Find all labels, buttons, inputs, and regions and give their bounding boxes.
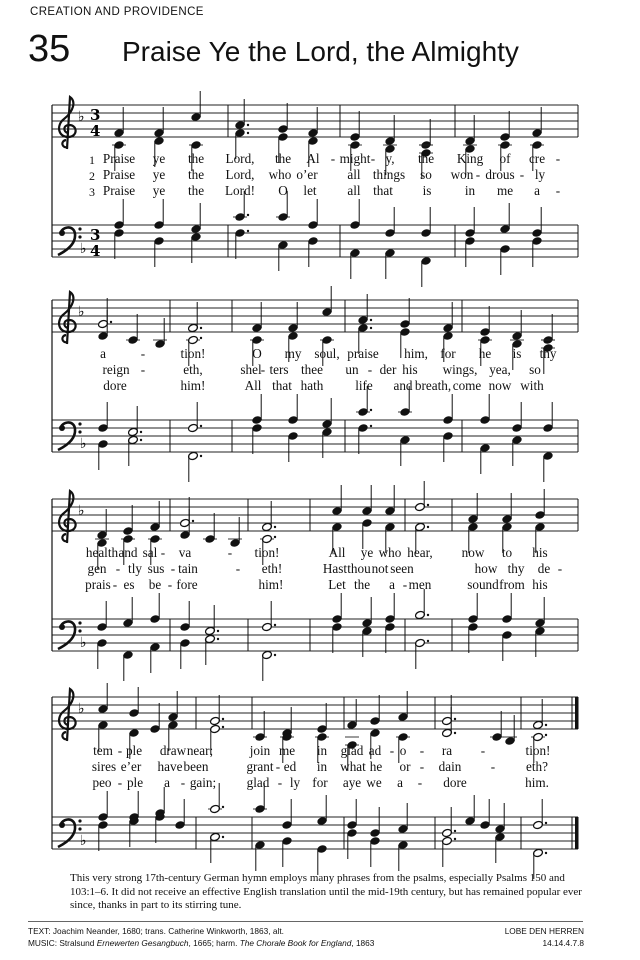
note-chord xyxy=(415,481,430,553)
lyric-syllable: - xyxy=(555,183,561,198)
lyric-syllable: the xyxy=(187,151,205,166)
lyric-syllable: wings, xyxy=(442,362,478,377)
note-chord xyxy=(398,386,412,466)
lyric-syllable: health xyxy=(85,545,119,560)
lyric-syllable: shel xyxy=(240,362,262,377)
lyric-syllable: yea, xyxy=(489,362,511,377)
lyric-syllable: Lord, xyxy=(225,167,255,182)
lyric-syllable: the xyxy=(274,151,292,166)
note-chord xyxy=(370,807,381,867)
lyric-syllable: All xyxy=(244,378,262,393)
note-chord xyxy=(465,795,476,826)
lyric-syllable: reign xyxy=(102,362,130,377)
key-signature-flat: ♭ xyxy=(78,701,85,717)
lyric-syllable: grant xyxy=(246,759,274,774)
lyric-syllable: to xyxy=(501,545,513,560)
lyric-syllable: come xyxy=(452,378,482,393)
note-chord xyxy=(188,402,203,482)
lyric-syllable: ye xyxy=(360,545,374,560)
note-chord xyxy=(500,203,511,275)
lyric-syllable: O xyxy=(278,183,288,198)
lyric-syllable: - xyxy=(235,561,241,576)
note-chord xyxy=(208,783,224,863)
lyric-syllable: Let xyxy=(328,577,346,592)
lyric-syllable: eth! xyxy=(261,561,283,576)
note-chord xyxy=(262,601,277,681)
lyric-syllable: Lord, xyxy=(225,151,255,166)
music-credit xyxy=(28,938,374,949)
key-signature-flat: ♭ xyxy=(80,241,87,257)
lyric-syllable: all xyxy=(347,183,361,198)
lyric-syllable: a xyxy=(397,775,403,790)
lyric-syllable: - xyxy=(490,759,496,774)
lyric-syllable: be xyxy=(148,577,162,592)
lyric-syllable: sound xyxy=(467,577,499,592)
footer-divider xyxy=(28,921,583,922)
lyric-syllable: - xyxy=(117,743,123,758)
key-signature-flat: ♭ xyxy=(78,109,85,125)
lyric-syllable: ye xyxy=(152,167,166,182)
music-credit-mid: , 1665; harm. xyxy=(188,938,240,948)
lyric-syllable: - xyxy=(170,561,176,576)
lyric-syllable: ye xyxy=(152,151,166,166)
bass-staff xyxy=(52,191,578,287)
lyric-syllable: is xyxy=(512,346,522,361)
lyric-syllable: ly xyxy=(289,775,301,790)
lyric-syllable: thou xyxy=(347,561,371,576)
note-chord xyxy=(512,402,523,466)
note-chord xyxy=(98,683,109,751)
lyric-syllable: who xyxy=(378,545,402,560)
lyric-syllable: - xyxy=(475,167,481,182)
lyric-syllable: not xyxy=(371,561,389,576)
lyric-syllable: eth, xyxy=(183,362,203,377)
lyric-syllable: have xyxy=(157,759,183,774)
time-signature-top: 3 xyxy=(90,106,101,124)
lyric-syllable: how xyxy=(474,561,498,576)
note-chord xyxy=(276,191,290,271)
bass-staff xyxy=(52,386,578,482)
lyric-syllable: - xyxy=(277,775,283,790)
lyric-syllable: Praise xyxy=(102,183,136,198)
lyric-syllable: dore xyxy=(103,378,127,393)
lyric-syllable: from xyxy=(499,577,525,592)
note-chord xyxy=(98,791,109,851)
lyric-syllable: and xyxy=(118,545,138,560)
lyric-syllable: de xyxy=(537,561,551,576)
lyric-syllable: ra xyxy=(441,743,453,758)
lyric-syllable: all xyxy=(347,167,361,182)
lyric-syllable: a xyxy=(389,577,395,592)
lyric-syllable: - xyxy=(555,151,561,166)
lyric-syllable: o xyxy=(399,743,407,758)
note-chord xyxy=(480,799,491,830)
note-chord xyxy=(383,115,397,175)
note-chord xyxy=(332,593,343,653)
lyric-syllable: won xyxy=(450,167,474,182)
lyric-syllable: tain xyxy=(178,561,198,576)
lyric-syllable: - xyxy=(117,775,123,790)
lyric-syllable: - xyxy=(167,577,173,592)
lyric-syllable: his xyxy=(532,545,548,560)
lyric-syllable: dore xyxy=(443,775,467,790)
lyric-syllable: eth? xyxy=(526,759,548,774)
lyric-syllable: for xyxy=(440,346,456,361)
note-chord xyxy=(543,402,554,482)
lyric-syllable: ple xyxy=(126,775,144,790)
note-chord xyxy=(155,787,166,843)
note-chord xyxy=(126,314,140,345)
lyric-syllable: him! xyxy=(258,577,284,592)
note-chord xyxy=(385,485,396,553)
hymn-number: 35 xyxy=(28,28,71,70)
lyric-syllable: been xyxy=(183,759,209,774)
lyric-syllable: y, xyxy=(385,151,395,166)
note-chord xyxy=(468,593,479,653)
note-chord xyxy=(253,711,267,742)
lyric-syllable: gain; xyxy=(189,775,217,790)
lyric-syllable: ple xyxy=(125,743,143,758)
lyric-syllable: with xyxy=(520,378,544,393)
note-chord xyxy=(150,593,161,673)
lyric-syllable: sus xyxy=(147,561,165,576)
lyric-syllable: for xyxy=(312,775,328,790)
lyric-syllable: draw xyxy=(159,743,187,758)
music-credit-source: Ernewerten Gesangbuch xyxy=(96,938,189,948)
lyric-syllable: soul, xyxy=(314,346,340,361)
lyric-syllable: of xyxy=(499,151,511,166)
note-chord xyxy=(362,485,373,549)
lyric-syllable: life xyxy=(355,378,373,393)
lyric-syllable: tem xyxy=(93,743,113,758)
note-chord xyxy=(129,791,140,847)
lyric-syllable: might xyxy=(339,151,371,166)
note-chord xyxy=(317,795,328,875)
note-chord xyxy=(332,485,343,553)
lyric-syllable: his xyxy=(402,362,418,377)
lyric-syllable: him, xyxy=(404,346,428,361)
lyric-syllable: what xyxy=(340,759,366,774)
lyric-syllable: peo xyxy=(92,775,112,790)
lyric-syllable: - xyxy=(367,362,373,377)
lyric-syllable: prais xyxy=(85,577,111,592)
lyric-syllable: a xyxy=(534,183,540,198)
lyric-syllable: - xyxy=(389,743,395,758)
lyric-syllable: - xyxy=(419,743,425,758)
lyric-syllable: who xyxy=(268,167,292,182)
lyric-syllable: All xyxy=(328,545,346,560)
lyric-syllable: tion! xyxy=(525,743,551,758)
key-signature-flat: ♭ xyxy=(80,436,87,452)
note-chord xyxy=(253,783,267,871)
lyric-syllable: Praise xyxy=(102,151,136,166)
lyric-syllable: ters xyxy=(269,362,289,377)
verse-number: 1 xyxy=(89,153,95,167)
lyric-syllable: in xyxy=(316,759,328,774)
lyric-syllable: - xyxy=(160,545,166,560)
lyric-syllable: tion! xyxy=(254,545,280,560)
lyric-syllable: - xyxy=(402,577,408,592)
lyric-syllable: - xyxy=(227,545,233,560)
lyric-syllable: things xyxy=(372,167,406,182)
lyric-syllable: so xyxy=(420,167,432,182)
lyric-syllable: or xyxy=(399,759,411,774)
lyric-syllable: so xyxy=(529,362,541,377)
time-signature-bottom: 4 xyxy=(90,122,101,140)
note-chord xyxy=(398,803,409,871)
note-chord xyxy=(533,799,548,879)
lyric-syllable: - xyxy=(112,577,118,592)
lyric-syllable: es xyxy=(123,577,135,592)
lyric-syllable: tion! xyxy=(180,346,206,361)
final-barline xyxy=(575,697,579,729)
meter: 14.14.4.7.8 xyxy=(542,938,584,948)
hymn-commentary: This very strong 17th-century German hymn employs many phrases from the psalms, especially Psalms 150 and 103:1–6. It did not receive an effective English translation until the mid-19th century, but has remained popular ever since, thanks in part to its stirring tune. xyxy=(70,872,582,911)
lyric-syllable: him! xyxy=(180,378,206,393)
lyric-syllable: der xyxy=(379,362,397,377)
lyric-syllable: - xyxy=(480,743,486,758)
lyric-syllable: Al xyxy=(306,151,320,166)
lyric-syllable: o’er xyxy=(296,167,318,182)
lyric-syllable: ed xyxy=(283,759,297,774)
lyric-syllable: - xyxy=(557,561,563,576)
note-chord xyxy=(175,799,186,830)
note-chord xyxy=(95,509,109,569)
verse-number: 3 xyxy=(89,185,95,199)
lyric-syllable: dain xyxy=(438,759,462,774)
note-chord xyxy=(490,711,504,742)
lyric-syllable: the xyxy=(187,183,205,198)
note-chord xyxy=(153,318,167,349)
key-signature-flat: ♭ xyxy=(78,304,85,320)
lyric-syllable: glad xyxy=(340,743,364,758)
text-credit: TEXT: Joachim Neander, 1680; trans. Catherine Winkworth, 1863, alt. xyxy=(28,926,284,936)
lyric-syllable: King xyxy=(456,151,484,166)
lyric-syllable: - xyxy=(260,362,266,377)
lyric-syllable: cre xyxy=(528,151,546,166)
lyric-syllable: gen xyxy=(87,561,107,576)
note-chord xyxy=(228,517,242,548)
lyric-syllable: and xyxy=(393,378,413,393)
lyric-syllable: me xyxy=(278,743,296,758)
note-chord xyxy=(465,207,476,267)
lyric-syllable: sal xyxy=(142,545,158,560)
key-signature-flat: ♭ xyxy=(78,503,85,519)
lyric-syllable: tly xyxy=(128,561,142,576)
note-chord xyxy=(503,715,517,746)
lyric-syllable: that xyxy=(272,378,292,393)
lyric-syllable: fore xyxy=(176,577,198,592)
section-heading: CREATION AND PROVIDENCE xyxy=(30,6,204,18)
bass-staff xyxy=(52,783,578,879)
key-signature-flat: ♭ xyxy=(80,635,87,651)
lyric-syllable: breath, xyxy=(414,378,452,393)
lyric-syllable: - xyxy=(180,775,186,790)
time-signature-top: 3 xyxy=(90,226,101,244)
note-chord xyxy=(203,513,217,544)
lyric-syllable: sires xyxy=(91,759,117,774)
lyric-syllable: now xyxy=(488,378,512,393)
lyric-syllable: praise xyxy=(347,346,379,361)
lyric-syllable: a xyxy=(164,775,170,790)
lyric-syllable: - xyxy=(417,775,423,790)
bass-staff xyxy=(52,589,578,681)
lyric-syllable: the xyxy=(187,167,205,182)
verse-number: 2 xyxy=(89,169,95,183)
lyric-syllable: the xyxy=(417,151,435,166)
lyric-syllable: he xyxy=(478,346,492,361)
note-chord xyxy=(415,589,430,669)
note-chord xyxy=(347,799,358,859)
lyric-syllable: - xyxy=(519,167,525,182)
lyric-syllable: in xyxy=(316,743,328,758)
lyric-syllable: glad xyxy=(246,775,270,790)
note-chord xyxy=(385,593,396,653)
tune-name: LOBE DEN HERREN xyxy=(504,926,584,936)
lyric-syllable: - xyxy=(419,759,425,774)
note-chord xyxy=(421,207,432,287)
lyric-syllable: ye xyxy=(152,183,166,198)
lyric-syllable: e’er xyxy=(120,759,142,774)
note-chord xyxy=(532,207,543,267)
lyric-syllable: in xyxy=(464,183,476,198)
lyric-syllable: Praise xyxy=(102,167,136,182)
note-chord xyxy=(510,310,524,370)
lyric-syllable: the xyxy=(353,577,371,592)
time-signature-bottom: 4 xyxy=(90,242,101,260)
lyric-syllable: Hast xyxy=(322,561,348,576)
lyric-syllable: thee xyxy=(301,362,323,377)
lyric-syllable: thy xyxy=(539,346,557,361)
lyric-syllable: aye xyxy=(342,775,362,790)
lyric-syllable: now xyxy=(461,545,485,560)
note-chord xyxy=(385,207,396,279)
lyric-syllable: men xyxy=(408,577,432,592)
lyric-syllable: drous xyxy=(485,167,515,182)
lyric-syllable: Lord! xyxy=(224,183,256,198)
lyric-syllable: - xyxy=(115,561,121,576)
lyric-syllable: O xyxy=(252,346,262,361)
lyric-syllable: ad xyxy=(368,743,382,758)
final-barline xyxy=(575,817,579,849)
lyric-syllable: he xyxy=(369,759,383,774)
lyric-syllable: his xyxy=(532,577,548,592)
lyric-syllable: that xyxy=(373,183,393,198)
lyric-syllable: ly xyxy=(534,167,546,182)
lyric-syllable: - xyxy=(330,151,336,166)
hymn-title: Praise Ye the Lord, the Almighty xyxy=(122,36,519,67)
note-chord xyxy=(252,394,263,454)
lyric-syllable: - xyxy=(370,151,376,166)
lyric-syllable: me xyxy=(496,183,514,198)
lyric-syllable: - xyxy=(275,759,281,774)
lyric-syllable: my xyxy=(284,346,302,361)
note-chord xyxy=(150,703,161,734)
lyric-syllable: let xyxy=(303,183,317,198)
lyric-syllable: is xyxy=(422,183,432,198)
music-credit-year: , 1863 xyxy=(351,938,375,948)
lyric-syllable: seen xyxy=(390,561,414,576)
lyric-syllable: - xyxy=(140,362,146,377)
lyric-syllable: un xyxy=(345,362,359,377)
lyric-syllable: join xyxy=(249,743,271,758)
note-chord xyxy=(480,394,491,474)
note-chord xyxy=(350,199,361,279)
note-chord xyxy=(123,597,134,681)
note-chord xyxy=(541,314,555,374)
music-credit-harmonization: The Chorale Book for England xyxy=(239,938,352,948)
lyric-syllable: va xyxy=(178,545,192,560)
lyric-syllable: near; xyxy=(186,743,214,758)
music-credit-prefix: MUSIC: Stralsund xyxy=(28,938,97,948)
lyric-syllable: we xyxy=(366,775,382,790)
lyric-syllable: hath xyxy=(300,378,324,393)
lyric-syllable: thy xyxy=(507,561,525,576)
lyric-syllable: a xyxy=(100,346,106,361)
key-signature-flat: ♭ xyxy=(80,833,87,849)
note-chord xyxy=(114,199,125,259)
note-chord xyxy=(442,807,457,867)
note-chord xyxy=(463,115,477,175)
lyric-syllable: hear, xyxy=(407,545,433,560)
lyric-syllable: - xyxy=(140,346,146,361)
lyric-syllable: him. xyxy=(525,775,549,790)
